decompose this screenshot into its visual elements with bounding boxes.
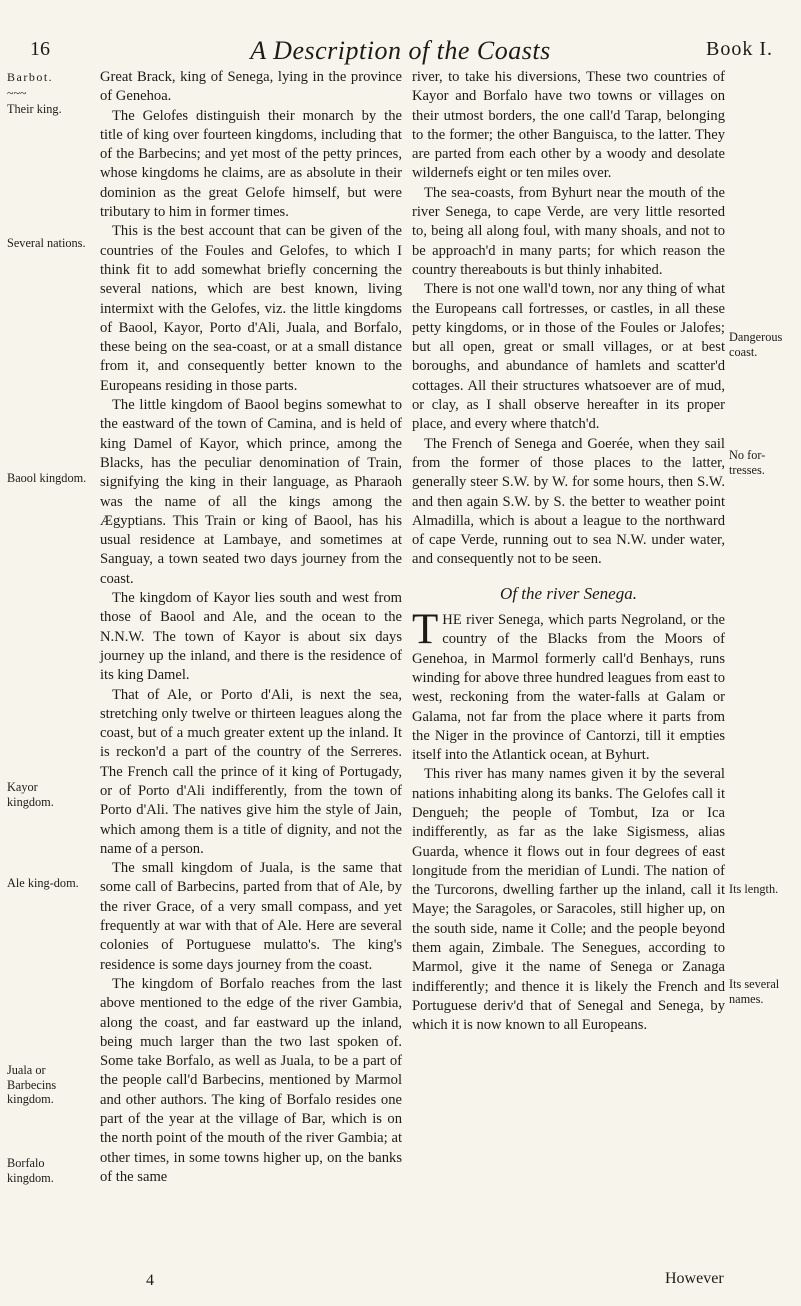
paragraph: The kingdom of Kayor lies south and west from those of Baool and Ale, and the ocean to the N.N.W. The town of Kayor is about six days journey up the inland, and there is the residence of its king Damel. <box>100 590 402 684</box>
left-column <box>100 68 402 1187</box>
paragraph: river, to take his diversions, These two countries of Kayor and Borfalo have two towns or villages on their utmost borders, the one call'd Tarap, belonging to the former; the other Banguisca, to the latter. They are parted from each other by a woody and desolate wildernefs eight or ten miles over. <box>412 69 725 182</box>
section-paragraph <box>412 606 725 765</box>
paragraph: The Gelofes distinguish their monarch by the title of king over fourteen kingdoms, including that of the Barbecins; and yet most of the petty princes, whose kingdoms he claims, are as absolute in their dominion as the great Gelofe himself, but were tributary to him in former times. <box>100 107 402 221</box>
margin-note: Its several names. <box>729 977 780 1006</box>
runner-ornament: ~~~ <box>7 86 27 100</box>
paragraph: The sea-coasts, from Byhurt near the mouth of the river Senega, to cape Verde, are very little resorted to, being all along foul, with many shoals, and not to be approach'd in many parts; for which reason the country thereabouts is but thinly inhabited. <box>412 184 725 278</box>
paragraph: There is not one wall'd town, nor any thing of what the Europeans call fortresses, or castles, in all these petty kingdoms, or in those of the Foules or Jalofes; but all open, great or small villages, or at best boroughs, and abundance of hamlets and scatter'd cottages. All their structures whatsoever are of mud, or clay, as I shall observe hereafter in its proper place, and every where thatch'd. <box>412 281 725 433</box>
running-title: A Description of the Coasts <box>250 36 551 65</box>
page-number: 16 <box>30 38 50 60</box>
margin-note: Dangerous coast. <box>729 330 783 359</box>
right-column <box>412 68 725 1036</box>
margin-note: Baool kingdom. <box>7 471 87 485</box>
paragraph: Great Brack, king of Senega, lying in the province of Genehoa. <box>100 69 402 105</box>
paragraph: The little kingdom of Baool begins somewhat to the eastward of the town of Camina, and is held of king Damel of Kayor, which prince, among the Blacks, has the peculiar denomination of Train, signifying the king in their language, as Pharaoh was the name of all the kings among the Ægyptians. This Train or king of Baool, has his usual residence at Lambaye, and sometimes at Sanguay, a town seated two days journey from the coast. <box>100 397 402 587</box>
paragraph: That of Ale, or Porto d'Ali, is next the sea, stretching only twelve or thirteen leagues along the coast, but of a much greater extent up the inland. It is reckon'd a part of the country of the Serreres. The French call the prince of it king of Portugady, or of Porto d'Ali indifferently, from the town of Porto d'Ali. The natives give him the style of Jain, which among them is a title of dignity, and not the name of a person. <box>100 686 402 857</box>
paragraph: The small kingdom of Juala, is the same that some call of Barbecins, parted from that of Ale, by the river Grace, of a very small compass, and yet frequently at war with that of Ale. Here are several colonies of Portuguese mulatto's. The king's residence is some days journey from the coast. <box>100 860 402 973</box>
drop-cap: T <box>412 606 439 654</box>
author-runner: Barbot. <box>7 70 54 84</box>
paragraph: This is the best account that can be given of the countries of the Foules and Gelofes, to which I think fit to add somewhat briefly concerning the several nations, which are best known, living intermixt with the Gelofes, viz. the little kingdoms of Baool, Kayor, Porto d'Ali, Juala, and Borfalo, these being on the sea-coast, or at a small distance from it, and consequently better known to the Europeans residing in those parts. <box>100 223 402 394</box>
section-heading: Of the river Senega. <box>500 583 637 603</box>
margin-note: Several nations. <box>7 236 86 250</box>
paragraph: This river has many names given it by the several nations inhabiting along its banks. The Gelofes call it Dengueh; the people of Tombut, Iza or Ica indifferently, as far as the lake Sigismess, alias Guarda, whence it flows out in four degrees of east longitude from the meridian of Lundi. The nation of the Turcorons, dwelling farther up the inland, call it Maye; the Saragoles, or Saracoles, still higher up, on the south side, name it Colle; and the people beyond them again, Zimbale. The Senegues, according to Marmol, give it the name of Senega or Zanaga indifferently; and thence it is likely the French and Portuguese deriv'd that of Senegal and Senega, by which it is now known to all Europeans. <box>412 766 725 1034</box>
page-header <box>0 38 801 68</box>
signature-mark: 4 <box>146 1272 154 1289</box>
margin-note: Borfalo kingdom. <box>7 1156 54 1185</box>
catchword: However <box>665 1270 724 1287</box>
margin-note: Their king. <box>7 102 62 116</box>
paragraph: The French of Senega and Goerée, when they sail from the former of those places to the latter, generally steer S.W. by W. for some hours, then S.W. and then again S.W. by S. the better to weather point Almadilla, which is about a league to the northward of cape Verde, running out to sea N.W. under water, and consequently not to be seen. <box>412 435 725 568</box>
margin-note: No for-tresses. <box>729 448 766 477</box>
book-number: Book I. <box>706 38 773 60</box>
margin-note: Kayor kingdom. <box>7 780 54 809</box>
paragraph: The kingdom of Borfalo reaches from the last above mentioned to the edge of the river Gambia, along the coast, and far eastward up the inland, being much larger than the two last spoken of. Some take Borfalo, as well as Juala, to be a part of the people call'd Barbecins, mentioned by Marmol and other authors. The king of Borfalo resides one part of the year at the village of Bar, which is on the north point of the mouth of the river Gambia; at other times, in some towns higher up, on the banks of the same <box>100 975 402 1185</box>
margin-note: Its length. <box>729 882 779 896</box>
margin-note: Juala or Barbecins kingdom. <box>7 1063 57 1107</box>
section-text: HE river Senega, which parts Negroland, or the country of the Blacks from the Moors of Genehoa, in Marmol formerly call'd Benhays, runs winding for above three hundred leagues from east to west, reckoning from the water-falls at Galam or Galama, not far from the place where it parts from the Niger in the province of Cantorzi, till it empties itself into the Atlantick ocean, at Byhurt. <box>412 612 725 764</box>
margin-note: Ale king-dom. <box>7 876 79 890</box>
